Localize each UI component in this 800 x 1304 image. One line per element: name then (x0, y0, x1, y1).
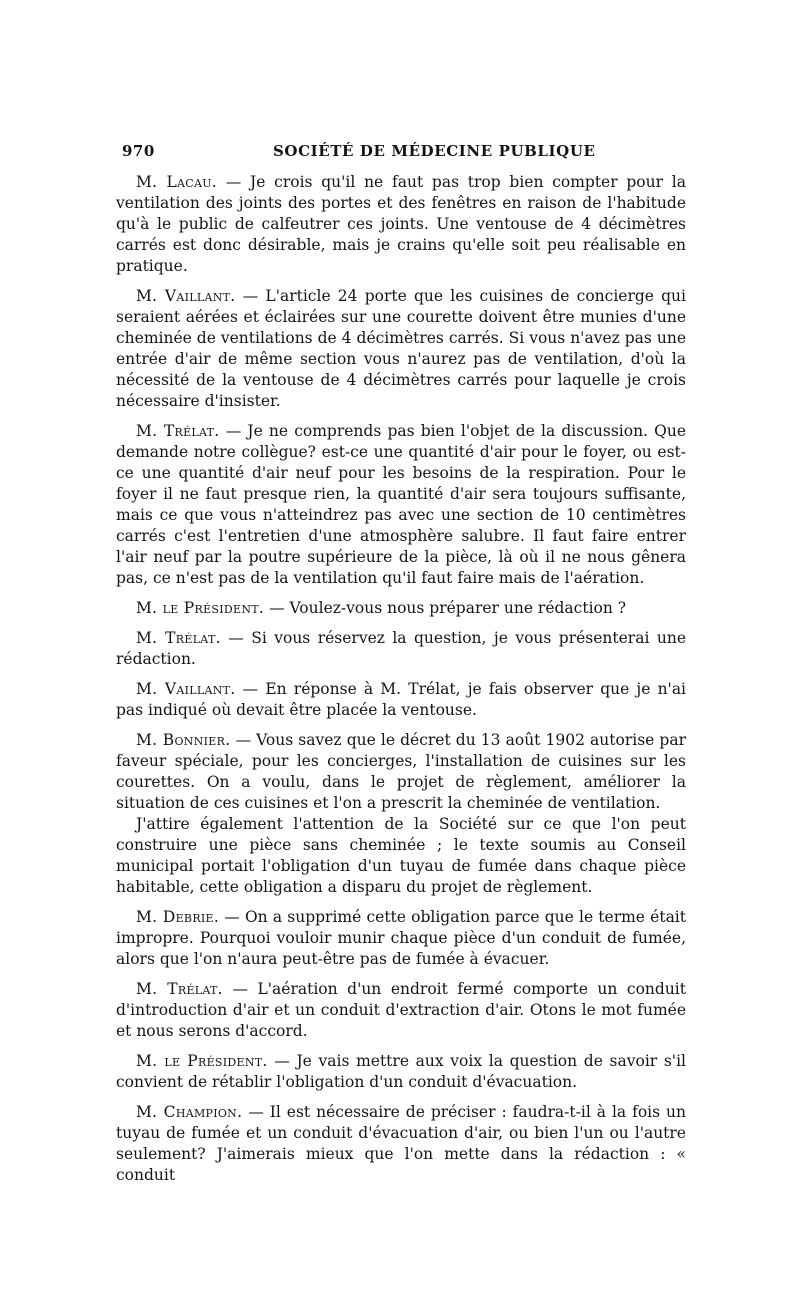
paragraph-trelat (116, 421, 686, 589)
paragraph-bonnier (116, 730, 686, 814)
paragraph-trelat (116, 979, 686, 1042)
page (116, 140, 686, 1195)
paragraph-text: — L'aération d'un endroit fermé comporte un conduit d'introduction d'air et un conduit d'extraction d'air. Otons le mot fumée et nous serons d'accord. (116, 980, 686, 1040)
paragraph-text: — Voulez-vous nous préparer une rédaction ? (269, 599, 627, 617)
paragraph-lacau (116, 172, 686, 277)
paragraph-text: — Je ne comprends pas bien l'objet de la discussion. Que demande notre collègue? est-ce une quantité d'air pour le foyer, ou est-ce une quantité d'air neuf pour les besoins de la respiration. Pour le foyer il ne faut presque rien, la quantité d'air sera toujours suffisante, mais ce que vous n'atteindrez pas avec une section de 10 centimètres carrés c'est l'entretien d'une atmosphère salubre. Il faut faire entrer l'air neuf par la poutre supérieure de la pièce, là où il ne nous gênera pas, ce n'est pas de la ventilation qu'il faut faire mais de l'aération. (116, 422, 686, 587)
paragraph-text: — En réponse à M. Trélat, je fais observer que je n'ai pas indiqué où devait être placée la ventouse. (116, 680, 687, 719)
speaker-name: M. le Président. (136, 599, 265, 617)
speaker-name: M. Bonnier. (136, 731, 231, 749)
paragraph-bonnier-continued (116, 814, 686, 898)
paragraph-trelat (116, 628, 686, 670)
speaker-name: M. Trélat. (136, 980, 223, 998)
paragraph-champion (116, 1102, 686, 1186)
speaker-name: M. Trélat. (136, 629, 221, 647)
paragraph-text: — Je vais mettre aux voix la question de savoir s'il convient de rétablir l'obligation d'un conduit d'évacuation. (116, 1052, 686, 1091)
speaker-name: M. Vaillant. (136, 287, 236, 305)
speaker-name: M. Champion. (136, 1103, 243, 1121)
speaker-name: M. Debrie. (136, 908, 220, 926)
speaker-name: M. le Président. (136, 1052, 268, 1070)
paragraph-text: — On a supprimé cette obligation parce que le terme était impropre. Pourquoi vouloir munir chaque pièce d'un conduit de fumée, alors que l'on n'aura peut-être pas de fumée à évacuer. (116, 908, 686, 968)
paragraph-text: — Si vous réservez la question, je vous présenterai une rédaction. (116, 629, 686, 668)
paragraph-vaillant (116, 679, 686, 721)
speaker-name: M. Trélat. (136, 422, 220, 440)
paragraph-text: — Vous savez que le décret du 13 août 1902 autorise par faveur spéciale, pour les concierges, l'installation de cuisines sur les courettes. On a voulu, dans le projet de règlement, améliorer la situation de ces cuisines et l'on a prescrit la cheminée de ventilation. (116, 731, 686, 812)
paragraph-text: — Je crois qu'il ne faut pas trop bien compter pour la ventilation des joints des portes et des fenêtres en raison de l'habitude qu'à le public de calfeutrer ces joints. Une ventouse de 4 décimètres carrés est donc désirable, mais je crains qu'elle soit peu réalisable en pratique. (116, 173, 686, 275)
paragraph-vaillant (116, 286, 686, 412)
page-number: 970 (122, 142, 155, 160)
paragraph-text: — Il est nécessaire de préciser : faudra-t-il à la fois un tuyau de fumée et un conduit d'évacuation d'air, ou bien l'un ou l'autre seulement? J'aimerais mieux que l'on mette dans la rédaction : « conduit (116, 1103, 686, 1184)
paragraph-text: J'attire également l'attention de la Société sur ce que l'on peut construire une pièce sans cheminée ; le texte soumis au Conseil municipal portait l'obligation d'un tuyau de fumée dans chaque pièce habitable, cette obligation a disparu du projet de règlement. (116, 815, 686, 896)
paragraph-president (116, 598, 686, 619)
paragraph-debrie (116, 907, 686, 970)
running-head (116, 140, 686, 162)
speaker-name: M. Lacau. (136, 173, 218, 191)
paragraph-president (116, 1051, 686, 1093)
journal-title: SOCIÉTÉ DE MÉDECINE PUBLIQUE (273, 142, 596, 160)
paragraph-text: — L'article 24 porte que les cuisines de concierge qui seraient aérées et éclairées sur une courette doivent être munies d'une cheminée de ventilations de 4 décimètres carrés. Si vous n'avez pas une entrée d'air de même section vous n'aurez pas de ventilation, d'où la nécessité de la ventouse de 4 décimètres carrés pour laquelle je crois nécessaire d'insister. (116, 287, 687, 410)
speaker-name: M. Vaillant. (136, 680, 236, 698)
